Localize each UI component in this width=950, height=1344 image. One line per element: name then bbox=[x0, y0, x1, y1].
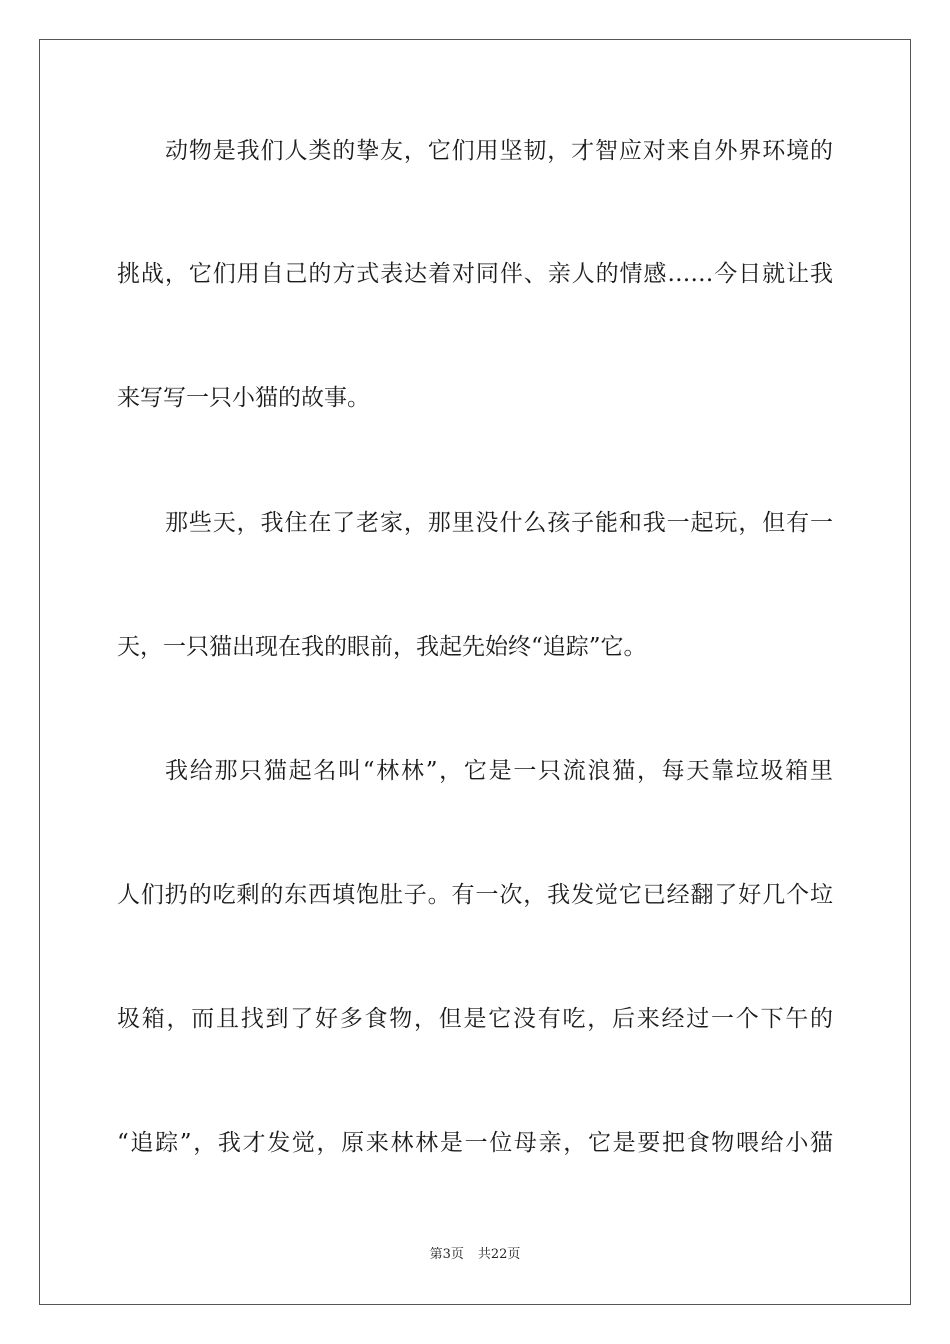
paragraph-3-line-3: 圾箱，而且找到了好多食物，但是它没有吃，后来经过一个下午的 bbox=[117, 1006, 833, 1032]
paragraph-1-line-3: 来写写一只小猫的故事。 bbox=[117, 385, 370, 411]
paragraph-1-line-2: 挑战，它们用自己的方式表达着对同伴、亲人的情感……今日就让我 bbox=[117, 261, 833, 287]
paragraph-3-line-4: “追踪”，我才发觉，原来林林是一位母亲，它是要把食物喂给小猫 bbox=[117, 1130, 833, 1156]
page-border bbox=[39, 39, 911, 1305]
page-total: 共22页 bbox=[477, 1247, 521, 1262]
paragraph-2-line-1: 那些天，我住在了老家，那里没什么孩子能和我一起玩，但有一 bbox=[165, 510, 833, 536]
paragraph-3-line-1: 我给那只猫起名叫“林林”，它是一只流浪猫，每天靠垃圾箱里 bbox=[165, 758, 833, 784]
page-number: 第3页 bbox=[429, 1247, 464, 1262]
page-footer bbox=[0, 1246, 950, 1264]
paragraph-1-line-1: 动物是我们人类的挚友，它们用坚韧，才智应对来自外界环境的 bbox=[165, 138, 833, 164]
paragraph-2-line-2: 天，一只猫出现在我的眼前，我起先始终“追踪”它。 bbox=[117, 634, 647, 660]
paragraph-3-line-2: 人们扔的吃剩的东西填饱肚子。有一次，我发觉它已经翻了好几个垃 bbox=[117, 882, 833, 908]
